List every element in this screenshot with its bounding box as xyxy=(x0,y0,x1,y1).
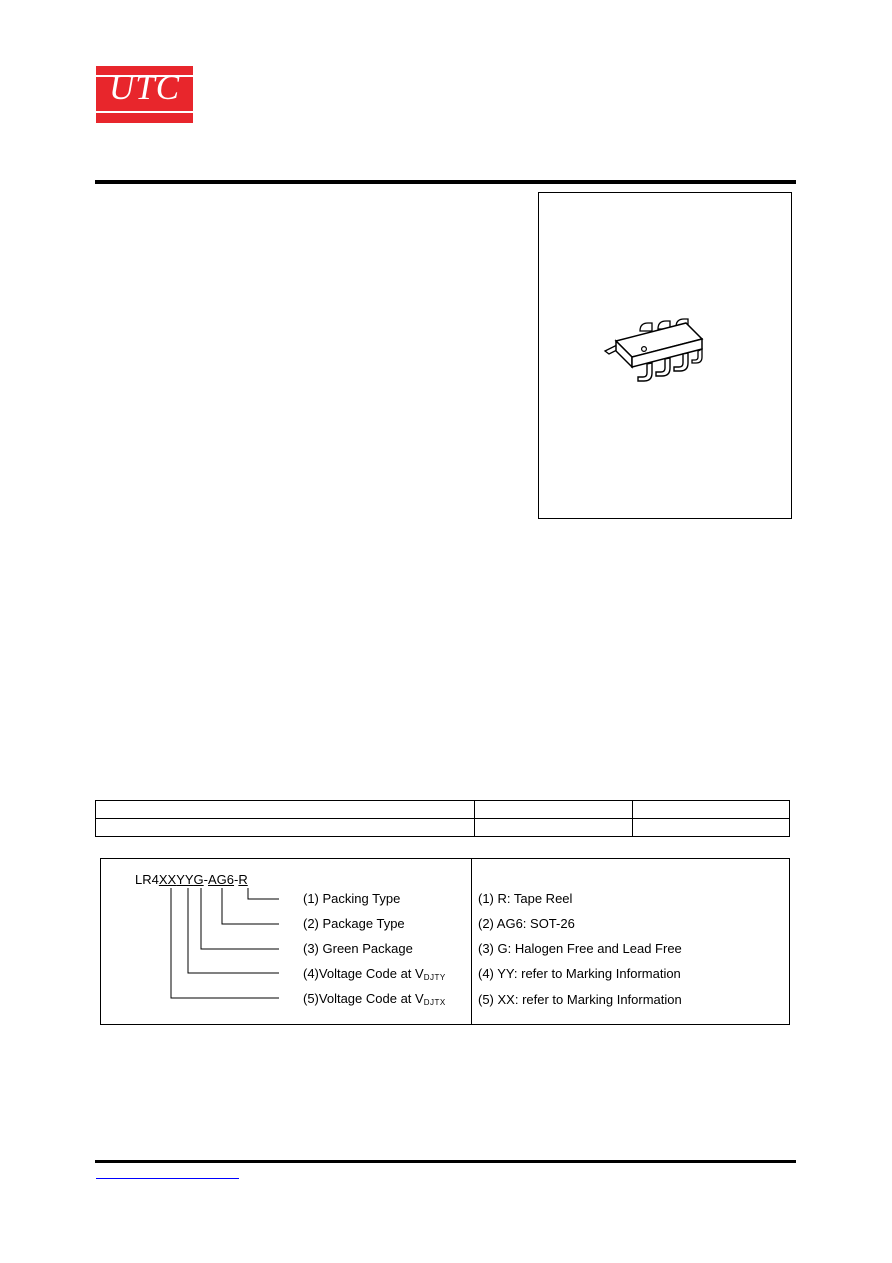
part-ag6: AG6 xyxy=(208,872,235,887)
part-number xyxy=(135,872,248,887)
footer-link[interactable] xyxy=(96,1178,239,1179)
logo-text: UTC xyxy=(108,68,181,107)
ordering-info-table xyxy=(95,800,790,837)
definition-packing: (1) R: Tape Reel xyxy=(478,891,573,906)
label-package-type: (2) Package Type xyxy=(303,916,405,931)
part-g: G xyxy=(193,872,204,887)
table-cell xyxy=(96,801,475,819)
table-cell xyxy=(633,819,790,837)
table-cell xyxy=(475,801,633,819)
table-cell xyxy=(96,819,475,837)
part-yy: YY xyxy=(176,872,194,887)
footer-rule xyxy=(95,1160,796,1163)
label-packing-type: (1) Packing Type xyxy=(303,891,401,906)
package-image-box xyxy=(538,192,792,519)
utc-logo xyxy=(96,66,193,123)
part-r: R xyxy=(238,872,248,887)
part-prefix: LR4 xyxy=(135,872,159,887)
label-voltage-code-y: (4)Voltage Code at $V_{DJTY}$ xyxy=(303,966,446,982)
table-cell xyxy=(475,819,633,837)
part-number-decoder xyxy=(100,858,790,1025)
definition-voltage-x: (5) XX: refer to Marking Information xyxy=(478,992,682,1007)
part-dash: - xyxy=(234,872,239,887)
label-green-package: (3) Green Package xyxy=(303,941,413,956)
column-divider xyxy=(471,859,472,1024)
table-row xyxy=(96,801,790,819)
definition-voltage-y: (4) YY: refer to Marking Information xyxy=(478,966,681,981)
definition-green: (3) G: Halogen Free and Lead Free xyxy=(478,941,682,956)
part-xx: XX xyxy=(158,872,177,887)
table-row xyxy=(96,819,790,837)
part-dash: - xyxy=(203,872,209,887)
header-rule xyxy=(95,180,796,184)
definition-package: (2) AG6: SOT-26 xyxy=(478,916,575,931)
label-voltage-code-x: (5)Voltage Code at $V_{DJTX}$ xyxy=(303,991,446,1007)
sot-26-package-icon xyxy=(602,317,712,387)
table-cell xyxy=(633,801,790,819)
